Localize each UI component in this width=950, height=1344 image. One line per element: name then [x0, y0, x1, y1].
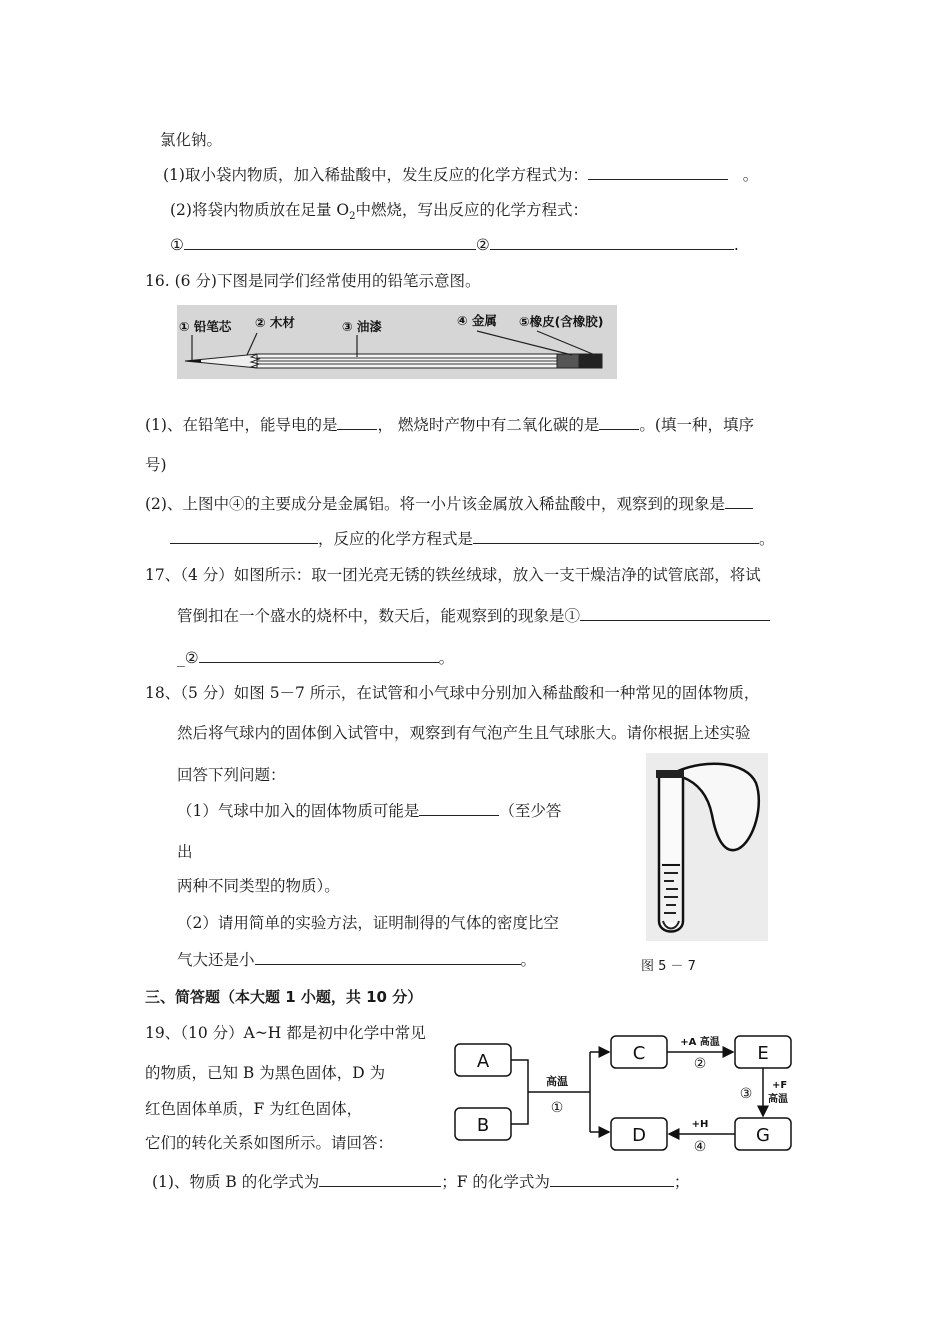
label-G-to-D: +H — [691, 1119, 709, 1130]
node-G: G — [756, 1125, 770, 1146]
q18-line2: 然后将气球内的固体倒入试管中，观察到有气泡产生且气球胀大。请你根据上述实验 — [177, 724, 751, 742]
q16-sub1-text-b: ， 燃烧时产物中有二氧化碳的是 — [377, 416, 600, 434]
q15-part1-text: (1)取小袋内物质，加入稀盐酸中，发生反应的化学方程式为： — [163, 166, 588, 184]
answer-blank[interactable] — [725, 494, 753, 509]
answer-blank[interactable] — [319, 1172, 441, 1187]
pencil-figure — [177, 305, 617, 379]
conversion-diagram — [450, 1028, 800, 1158]
node-B: B — [476, 1115, 490, 1136]
answer-blank[interactable] — [490, 235, 734, 250]
q16-sub1-text-c: 。(填一种，填序 — [639, 416, 754, 434]
q19-line5-text-a: (1)、物质 B 的化学式为 — [152, 1173, 320, 1191]
subscript-2: 2 — [349, 211, 356, 223]
answer-blank[interactable] — [337, 415, 377, 430]
q19-line3: 红色固体单质，F 为红色固体， — [145, 1100, 363, 1118]
q16-sub2-line2 — [170, 529, 775, 549]
pencil-eraser — [579, 354, 602, 368]
q16-title: 16. (6 分)下图是同学们经常使用的铅笔示意图。 — [145, 272, 481, 290]
section-title: 三、简答题（本大题 1 小题，共 10 分） — [145, 988, 423, 1006]
q15-equations — [170, 235, 739, 255]
test-tube-balloon-figure — [646, 753, 768, 941]
answer-blank[interactable] — [580, 606, 770, 621]
answer-blank[interactable] — [419, 801, 499, 816]
q18-line4 — [177, 801, 561, 821]
circle-2: ② — [475, 236, 490, 254]
q18-line3: 回答下列问题： — [177, 766, 286, 784]
q18-line7: （2）请用简单的实验方法，证明制得的气体的密度比空 — [177, 914, 559, 932]
label-eraser: ⑤橡皮(含橡胶) — [519, 314, 604, 329]
q16-sub1-tail: 号) — [145, 456, 167, 474]
q19-line4: 它们的转化关系如图所示。请回答： — [145, 1134, 394, 1152]
q15-part2 — [170, 200, 588, 227]
answer-blank[interactable] — [473, 529, 759, 544]
q18-line4-text-b: （至少答 — [499, 802, 562, 820]
q17-line1: 17、（4 分）如图所示：取一团光亮无锈的铁丝绒球，放入一支干燥洁净的试管底部，将试 — [145, 566, 761, 584]
answer-blank[interactable] — [588, 165, 728, 180]
node-D: D — [632, 1125, 646, 1146]
circle-1: ① — [170, 236, 184, 254]
answer-blank[interactable] — [199, 648, 439, 663]
period: . — [733, 236, 739, 254]
condition-high-temp: 高温 — [546, 1075, 568, 1088]
label-E-to-G-1: +F — [772, 1080, 788, 1091]
step-4: ④ — [693, 1139, 707, 1155]
q16-sub1-text-a: (1)、在铅笔中，能导电的是 — [145, 416, 338, 434]
node-E: E — [757, 1043, 769, 1064]
period: 。 — [520, 951, 537, 969]
node-C: C — [632, 1043, 646, 1064]
answer-blank[interactable] — [255, 950, 521, 965]
step-2: ② — [693, 1056, 707, 1072]
q18-line5: 出 — [177, 843, 193, 861]
answer-blank[interactable] — [550, 1172, 674, 1187]
period: 。 — [742, 166, 759, 184]
label-pencil-lead: ① 铅笔芯 — [179, 319, 232, 334]
q17-line3-text: _② — [177, 649, 199, 667]
answer-blank[interactable] — [170, 529, 318, 544]
q18-line1: 18、（5 分）如图 5－7 所示，在试管和小气球中分别加入稀盐酸和一种常见的固体物质， — [145, 684, 760, 702]
pencil-metal-band — [557, 354, 579, 368]
semicolon: ； — [673, 1173, 690, 1191]
q17-line3 — [177, 648, 454, 668]
tube-mouth — [656, 770, 684, 778]
label-paint: ③ 油漆 — [342, 319, 382, 334]
q15-line0: 氯化钠。 — [160, 131, 223, 149]
q18-line6: 两种不同类型的物质）。 — [177, 877, 340, 895]
q18-line8-text: 气大还是小 — [177, 951, 255, 969]
q18-line4-text-a: （1）气球中加入的固体物质可能是 — [177, 802, 420, 820]
label-C-to-E: +A 高温 — [680, 1037, 720, 1048]
q16-sub1 — [145, 415, 754, 435]
figure-caption: 图 5 － 7 — [641, 959, 696, 974]
q17-line2 — [177, 606, 770, 626]
q15-part2-text-b: 中燃烧，写出反应的化学方程式： — [355, 201, 588, 219]
q16-sub2 — [145, 494, 753, 514]
q19-line2: 的物质，已知 B 为黑色固体，D 为 — [145, 1064, 386, 1082]
q19-line5-text-b: ；F 的化学式为 — [441, 1173, 550, 1191]
period: 。 — [759, 530, 775, 548]
step-1: ① — [550, 1100, 564, 1116]
q15-part1 — [163, 165, 758, 185]
q15-part2-text-a: (2)将袋内物质放在足量 O — [170, 201, 350, 219]
label-wood: ② 木材 — [255, 315, 295, 330]
q16-sub2-text-b: ，反应的化学方程式是 — [318, 530, 474, 548]
node-A: A — [476, 1051, 490, 1072]
answer-blank[interactable] — [184, 235, 476, 250]
q19-line5 — [152, 1172, 689, 1192]
answer-blank[interactable] — [599, 415, 639, 430]
q17-line2-text: 管倒扣在一个盛水的烧杯中，数天后，能观察到的现象是① — [177, 607, 581, 625]
q19-line1: 19、（10 分）A~H 都是初中化学中常见 — [145, 1024, 426, 1042]
step-3: ③ — [739, 1086, 753, 1102]
label-E-to-G-2: 高温 — [768, 1094, 788, 1105]
label-metal: ④ 金属 — [457, 313, 497, 328]
q18-line8 — [177, 950, 536, 970]
q16-sub2-text-a: (2)、上图中④的主要成分是金属铝。将一小片该金属放入稀盐酸中，观察到的现象是 — [145, 495, 725, 513]
period: 。 — [438, 649, 455, 667]
